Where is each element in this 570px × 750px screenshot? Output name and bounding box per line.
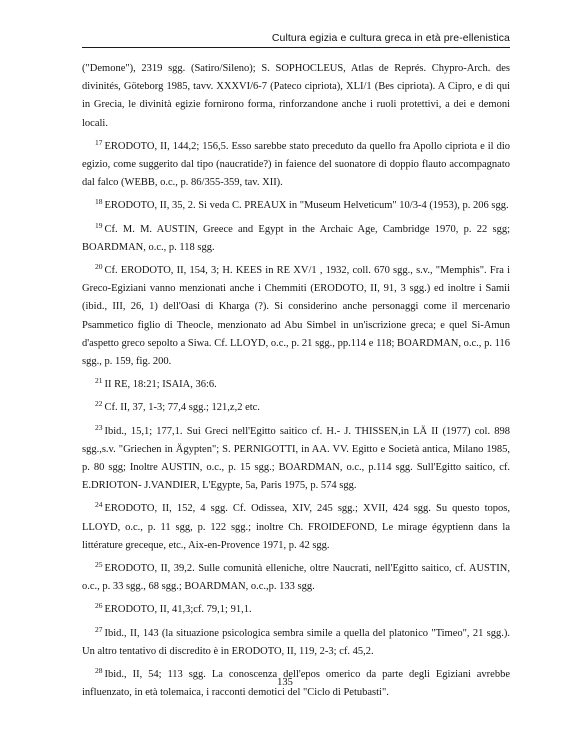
header-rule bbox=[82, 47, 510, 48]
running-head: Cultura egizia e cultura greca in età pre-ellenistica bbox=[271, 32, 510, 44]
footnote-18: $^{18}$ ERODOTO, II, 35, 2. Si veda C. PREAUX in "Museum Helveticum" 10/3-4 (1953), p. 206 sgg. bbox=[95, 197, 509, 212]
footnote-26: $^{26}$ ERODOTO, II, 41,3;cf. 79,1; 91,1. bbox=[95, 601, 252, 616]
footnote-28: $^{28}$ Ibid., II, 54; 113 sgg. La conoscenza dell'epos omerico da parte degli Egiziani avrebbe influenzato, in età tolemaica, i racconti demotici del "Ciclo di Petubasti". bbox=[82, 666, 510, 699]
footnote-21: $^{21}$ II RE, 18:21; ISAIA, 36:6. bbox=[95, 376, 217, 391]
footnote-24: $^{24}$ ERODOTO, II, 152, 4 sgg. Cf. Odissea, XIV, 245 sgg.; XVII, 424 sgg. Su questo topos, LLOYD, o.c., p. 11 sgg, p. 122 sgg.; inoltre Ch. FROIDEFOND, Le mirage égyptienn dans la littérature greceque, etc., Aix-en-Provence 1971, p. 42 sgg. bbox=[82, 500, 510, 551]
footnote-17: $^{17}$ ERODOTO, II, 144,2; 156,5. Esso sarebbe stato preceduto da quello fra Apollo cipriota e il dio egizio, come suggerito dal tipo (naucratide?) in faience del suonatore di doppio flauto accompagnato dal falco (WEBB, o.c., p. 86/355-359, tav. XII). bbox=[82, 137, 510, 189]
footnote-23: $^{23}$ Ibid., 15,1; 177,1. Sui Greci nell'Egitto saitico cf. H.- J. THISSEN,in LÄ II (1977) col. 898 sgg.,s.v. "Griechen in Ägypten"; S. PERNIGOTTI, in AA. VV. Egitto e Società antica, Milano 1985, p. 80 sgg; Inoltre AUSTIN, o.c., p. 15 sgg.; BOARDMAN, o.c., p.114 sgg. Sull'Egitto saitico, cf. E.DRIOTON- J.VANDIER, L'Egypte, 5a, Paris 1975, p. 574 sgg. bbox=[82, 422, 510, 492]
footnote-22: $^{22}$ Cf. II, 37, 1-3; 77,4 sgg.; 121,z,2 etc. bbox=[95, 399, 260, 414]
footnote-19: $^{19}$ Cf. M. M. AUSTIN, Greece and Egypt in the Archaic Age, Cambridge 1970, p. 22 sgg; BOARDMAN, o.c., p. 118 sgg. bbox=[82, 220, 510, 253]
footnote-27: $^{27}$ Ibid., II, 143 (la situazione psicologica sembra simile a quella del platonico "Timeo", 21 sgg.). Un altro tentativo di discredito è in ERODOTO, II, 119, 2-3; cf. 45,2. bbox=[82, 624, 510, 657]
footnote-20: $^{20}$ Cf. ERODOTO, II, 154, 3; H. KEES in RE XV/1 , 1932, coll. 670 sgg., s.v., "Memphis". Fra i Greco-Egiziani vanno menzionati anche i Chemmiti (ERODOTO, II, 91, 3 sgg.) ed inoltre i Samii (ibid., III, 26, 1) dell'Oasi di Kharga (?). Si considerino anche personaggi come il mercenario Psammetico figlio di Theocle, menzionato ad Abu Simbel in un'iscrizione greca; e quel Si-Amun d'aspetto greco sepolto a Siwa. Cf. LLOYD, o.c., p. 21 sgg., pp.114 e 118; BOARDMAN, o.c., p. 116 sgg., p. 159, fig. 200. bbox=[82, 262, 510, 368]
footnotes bbox=[82, 60, 510, 708]
footnote-25: $^{25}$ ERODOTO, II, 39,2. Sulle comunità elleniche, oltre Naucrati, nell'Egitto saitico, cf. AUSTIN, o.c., p. 33 sgg., 68 sgg.; BOARDMAN, o.c.,p. 133 sgg. bbox=[82, 560, 510, 593]
page-number: 135 bbox=[277, 677, 293, 688]
footnote-continuation: ("Demone"), 2319 sgg. (Satiro/Sileno); S. SOPHOCLEUS, Atlas de Représ. Chypro-Arch. des divinités, Göteborg 1985, tavv. XXXVI/6-7 (Pateco cipriota), XLI/1 (Bes cipriota). A Cipro, e di qui in Grecia, le divinità egizie fornirono forma, rinforzandone anche i ruoli protettivi, a dei e demoni locali. bbox=[82, 63, 510, 129]
